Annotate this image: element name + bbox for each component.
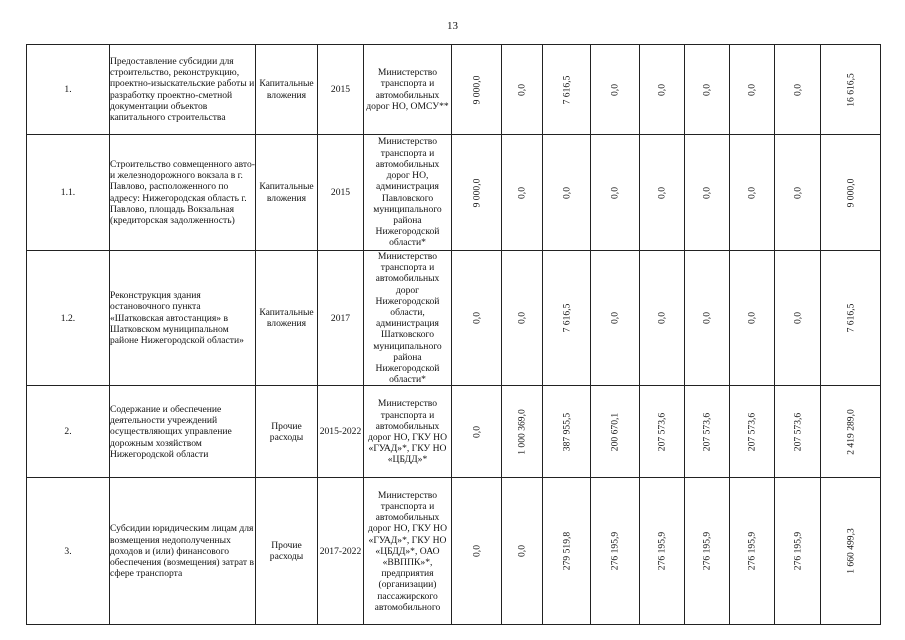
year-value: 9 000,0 [470, 75, 482, 104]
year-value-cell [502, 45, 543, 135]
period: 2015-2022 [318, 386, 364, 478]
year-value: 276 195,9 [609, 532, 621, 571]
executor-text: Министерство транспорта и автомобильных дорог Нижегородской области, администрация Шатковского муниципального района Нижегородской области* [373, 251, 442, 386]
executor [364, 478, 452, 625]
year-value: 0,0 [516, 312, 528, 325]
year-value-cell [591, 135, 640, 251]
year-value-cell [685, 386, 730, 478]
year-value-cell [543, 45, 591, 135]
year-value: 0,0 [746, 312, 758, 325]
year-value: 0,0 [791, 83, 803, 96]
year-value-cell [775, 251, 821, 386]
year-value-cell [775, 386, 821, 478]
year-value-cell [730, 45, 775, 135]
year-value-cell [543, 135, 591, 251]
year-value: 0,0 [701, 186, 713, 199]
activity-name: Предоставление субсидии для строительство, реконструкцию, проектно-изыскательские работы и разработку проектно-сметной документации объектов капитального строительства [110, 45, 256, 135]
year-value: 0,0 [656, 83, 668, 96]
year-value: 0,0 [516, 186, 528, 199]
activity-name: Субсидии юридическим лицам для возмещения недополученных доходов и (или) финансового обеспечения (возмещения) затрат в сфере транспорта [110, 478, 256, 625]
year-value: 207 573,6 [791, 412, 803, 452]
total-value-cell [821, 45, 881, 135]
year-value: 0,0 [746, 83, 758, 96]
total-value: 16 616,5 [844, 72, 856, 107]
period: 2017 [318, 251, 364, 386]
year-value-cell [730, 251, 775, 386]
year-value-cell [591, 478, 640, 625]
row-number: 1. [27, 45, 110, 135]
year-value: 0,0 [701, 312, 713, 325]
year-value: 0,0 [470, 545, 482, 558]
year-value-cell [685, 251, 730, 386]
year-value-cell [685, 45, 730, 135]
year-value-cell [775, 478, 821, 625]
year-value: 7 616,5 [560, 303, 572, 333]
year-value-cell [452, 45, 502, 135]
year-value: 0,0 [516, 83, 528, 96]
executor [364, 251, 452, 386]
year-value: 0,0 [609, 312, 621, 325]
year-value: 0,0 [701, 83, 713, 96]
table-row [27, 478, 881, 625]
row-number: 1.2. [27, 251, 110, 386]
year-value-cell [452, 478, 502, 625]
year-value: 207 573,6 [656, 412, 668, 452]
page-number: 13 [447, 20, 458, 32]
year-value: 0,0 [516, 545, 528, 558]
expense-type: Капитальные вложения [256, 251, 318, 386]
expense-type: Капитальные вложения [256, 45, 318, 135]
year-value-cell [452, 135, 502, 251]
year-value: 0,0 [470, 425, 482, 438]
year-value: 7 616,5 [560, 75, 572, 104]
year-value: 1 000 369,0 [516, 409, 528, 455]
year-value: 0,0 [609, 83, 621, 96]
year-value-cell [502, 135, 543, 251]
expense-type: Капитальные вложения [256, 135, 318, 251]
budget-table [26, 44, 881, 625]
year-value-cell [452, 386, 502, 478]
table-row [27, 386, 881, 478]
year-value-cell [543, 478, 591, 625]
year-value: 0,0 [560, 186, 572, 199]
year-value-cell [640, 45, 685, 135]
row-number: 1.1. [27, 135, 110, 251]
year-value: 276 195,9 [746, 532, 758, 571]
expense-type: Прочие расходы [256, 386, 318, 478]
executor-text: Министерство транспорта и автомобильных дорог НО, ГКУ НО «ГУАД»*, ГКУ НО «ЦБДД»*, ОАО «ВВППК»*, предприятия (организации) пассажирского автомобильного [367, 489, 448, 613]
year-value: 0,0 [791, 312, 803, 325]
year-value-cell [775, 45, 821, 135]
year-value-cell [685, 135, 730, 251]
total-value-cell [821, 251, 881, 386]
year-value: 276 195,9 [656, 532, 668, 571]
year-value-cell [775, 135, 821, 251]
year-value-cell [502, 386, 543, 478]
executor [364, 135, 452, 251]
year-value: 200 670,1 [609, 412, 621, 452]
year-value: 0,0 [609, 186, 621, 199]
executor [364, 386, 452, 478]
activity-name: Строительство совмещенного авто- и железнодорожного вокзала в г. Павлово, расположенного по адресу: Нижегородская область г. Павлово, площадь Вокзальная (кредиторская задолженность) [110, 135, 256, 251]
total-value: 2 419 289,0 [844, 409, 856, 455]
total-value: 1 660 499,3 [844, 528, 856, 575]
period: 2015 [318, 45, 364, 135]
expense-type: Прочие расходы [256, 478, 318, 625]
year-value-cell [591, 386, 640, 478]
total-value: 9 000,0 [844, 178, 856, 207]
year-value-cell [452, 251, 502, 386]
year-value-cell [502, 251, 543, 386]
year-value: 0,0 [656, 312, 668, 325]
year-value: 0,0 [746, 186, 758, 199]
executor-text: Министерство транспорта и автомобильных дорог НО, администрация Павловского муниципального района Нижегородской области* [373, 136, 442, 249]
total-value: 7 616,5 [844, 303, 856, 333]
total-value-cell [821, 135, 881, 251]
year-value: 276 195,9 [791, 532, 803, 571]
year-value-cell [591, 45, 640, 135]
period: 2017-2022 [318, 478, 364, 625]
year-value-cell [502, 478, 543, 625]
year-value: 279 519,8 [560, 532, 572, 571]
year-value: 0,0 [470, 312, 482, 325]
total-value-cell [821, 478, 881, 625]
year-value: 9 000,0 [470, 178, 482, 207]
year-value: 276 195,9 [701, 532, 713, 571]
year-value-cell [730, 386, 775, 478]
table-row [27, 135, 881, 251]
year-value-cell [730, 135, 775, 251]
year-value-cell [685, 478, 730, 625]
year-value-cell [640, 478, 685, 625]
year-value: 0,0 [656, 186, 668, 199]
table-row [27, 251, 881, 386]
year-value: 207 573,6 [701, 412, 713, 452]
table-row [27, 45, 881, 135]
executor-text: Министерство транспорта и автомобильных дорог НО, ОМСУ** [366, 67, 449, 112]
period: 2015 [318, 135, 364, 251]
year-value-cell [543, 251, 591, 386]
row-number: 2. [27, 386, 110, 478]
year-value-cell [640, 135, 685, 251]
year-value-cell [591, 251, 640, 386]
activity-name: Содержание и обеспечение деятельности учреждений осуществляющих управление дорожным хозяйством Нижегородской области [110, 386, 256, 478]
executor-text: Министерство транспорта и автомобильных дорог НО, ГКУ НО «ГУАД»*, ГКУ НО «ЦБДД»* [367, 398, 448, 466]
row-number: 3. [27, 478, 110, 625]
year-value-cell [640, 251, 685, 386]
executor [364, 45, 452, 135]
total-value-cell [821, 386, 881, 478]
year-value-cell [543, 386, 591, 478]
year-value-cell [640, 386, 685, 478]
year-value: 0,0 [791, 186, 803, 199]
activity-name: Реконструкция здания остановочного пункта «Шатковская автостанция» в Шатковском муниципальном районе Нижегородской области» [110, 251, 256, 386]
year-value: 387 955,5 [560, 412, 572, 452]
year-value: 207 573,6 [746, 412, 758, 452]
year-value-cell [730, 478, 775, 625]
